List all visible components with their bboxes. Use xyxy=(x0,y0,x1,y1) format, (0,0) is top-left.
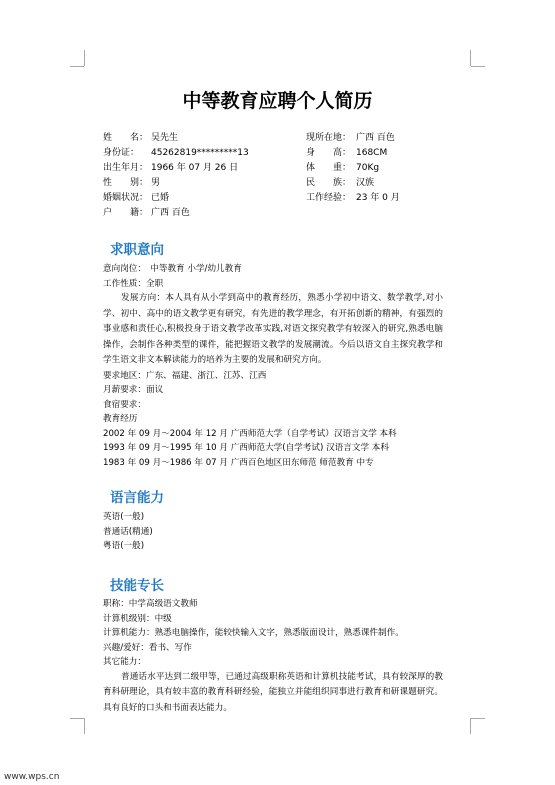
basic-info-left xyxy=(103,131,249,221)
basic-info-right xyxy=(306,131,400,206)
info-value: 吴先生 xyxy=(151,133,179,143)
info-label: 姓 名： xyxy=(103,133,149,143)
info-label: 工作经验： xyxy=(306,193,352,203)
info-row xyxy=(306,176,400,191)
education-heading: 教育经历 xyxy=(103,414,138,425)
info-row xyxy=(103,191,249,206)
info-row xyxy=(306,131,400,146)
language-item: 英语(一般) xyxy=(103,512,145,522)
info-label: 体 重： xyxy=(306,163,352,173)
crop-mark-bottom-right-h xyxy=(471,718,485,719)
info-label: 现所在地： xyxy=(306,133,352,143)
computer-ability: 计算机能力：熟悉电脑操作，能较快输入文字，熟悉版面设计，熟悉课件制作。 xyxy=(103,628,404,638)
housing-requirement: 食宿要求： xyxy=(103,399,146,410)
crop-mark-bottom-right-v xyxy=(470,718,471,734)
info-row xyxy=(103,146,249,161)
crop-mark-top-right-h xyxy=(471,66,485,67)
info-label: 性 别： xyxy=(103,178,149,188)
crop-mark-bottom-left-h xyxy=(70,718,84,719)
language-section xyxy=(103,510,443,554)
education-item: 1993 年 09 月～1995 年 10 月 广西师范大学(自学考试) 汉语言文学 本科 xyxy=(103,443,389,454)
info-value: 168CM xyxy=(356,148,388,158)
info-value: 广西 百色 xyxy=(356,133,395,143)
language-item: 粤语(一般) xyxy=(103,541,145,551)
info-row xyxy=(103,176,249,191)
info-row xyxy=(306,146,400,161)
preferred-region: 要求地区：广东、福建、浙江、江苏、江西 xyxy=(103,370,267,381)
info-value: 23 年 0 月 xyxy=(356,193,400,203)
section-heading-job-intent: 求职意向 xyxy=(110,242,164,258)
info-value: 男 xyxy=(151,178,161,188)
other-abilities-label: 其它能力： xyxy=(103,657,146,667)
info-value: 已婚 xyxy=(151,193,170,203)
footer-watermark: www.wps.cn xyxy=(4,772,60,782)
info-label: 户 籍： xyxy=(103,208,149,218)
info-row xyxy=(103,161,249,176)
crop-mark-top-left-v xyxy=(84,50,85,66)
crop-mark-top-right-v xyxy=(470,50,471,66)
info-value: 广西 百色 xyxy=(151,208,190,218)
info-value: 45262819*********13 xyxy=(151,148,249,158)
crop-mark-bottom-left-v xyxy=(84,718,85,734)
job-nature: 工作性质：全职 xyxy=(103,278,164,289)
computer-level: 计算机级别：中级 xyxy=(103,613,172,624)
info-row xyxy=(103,131,249,146)
professional-title: 职称：中学高级语文教师 xyxy=(103,599,198,609)
info-row xyxy=(306,161,400,176)
page-title: 中等教育应聘个人简历 xyxy=(182,90,373,112)
hobbies: 兴趣/爱好：看书、写作 xyxy=(103,642,192,653)
other-abilities: 普通话水平达到二级甲等，已通过高级职称英语和计算机技能考试，具有较深厚的教育科研理论，具有较丰富的教育科研经验，能独立并能组织同事进行教育和研课题研究。具有良好的口头和书面表达能力。 xyxy=(103,671,443,713)
info-label: 身份证： xyxy=(103,148,140,158)
info-label: 民 族： xyxy=(306,178,352,188)
language-item: 普通话(精通) xyxy=(103,526,153,537)
info-row xyxy=(306,191,400,206)
info-label: 出生年月： xyxy=(103,163,149,173)
info-value: 汉族 xyxy=(356,178,375,188)
info-value: 70Kg xyxy=(356,163,380,173)
section-heading-language: 语言能力 xyxy=(110,490,164,506)
info-label: 婚姻状况： xyxy=(103,193,149,203)
info-label: 身 高： xyxy=(306,148,352,158)
education-item: 1983 年 09 月～1986 年 07 月 广西百色地区田东师范 师范教育 中专 xyxy=(103,457,374,468)
salary-requirement: 月薪要求：面议 xyxy=(103,385,164,396)
career-direction: 发展方向：本人具有从小学到高中的教育经历，熟悉小学初中语文、数学教学,对小学、初中、高中的语文教学更有研究，有先进的教学理念，有开拓创新的精神，有强烈的事业感和责任心,积极投身于语文教学改革实践,对语文探究教学有较深入的研究,熟悉电脑操作，会制作各种类型的课件，能把握语文教学的发展潮流。今后以语文自主探究教学和学生语文非文本解读能力的培养为主要的发展和研究方向。 xyxy=(103,293,443,366)
job-position: 意向岗位： 中等教育 小学/幼儿教育 xyxy=(103,264,242,274)
education-item: 2002 年 09 月～2004 年 12 月 广西师范大学（自学考试）汉语言文学 本科 xyxy=(103,428,397,439)
info-value: 1966 年 07 月 26 日 xyxy=(151,163,239,173)
section-heading-skills: 技能专长 xyxy=(110,578,164,594)
crop-mark-top-left-h xyxy=(70,66,84,67)
job-intent-section xyxy=(103,262,443,470)
info-row xyxy=(103,206,249,221)
skills-section xyxy=(103,597,443,716)
